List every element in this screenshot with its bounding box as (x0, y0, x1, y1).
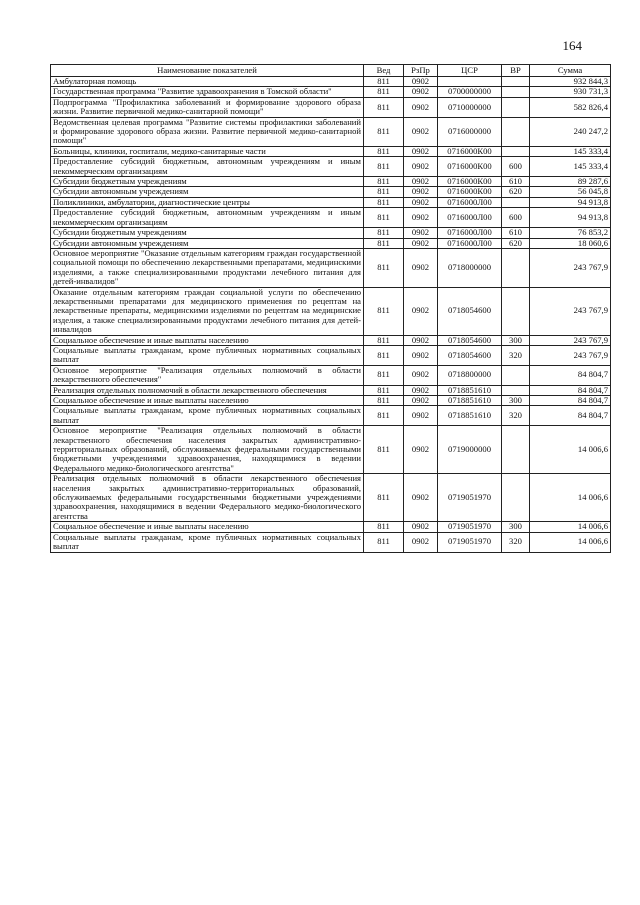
cell-ved: 811 (364, 77, 404, 87)
cell-ved: 811 (364, 335, 404, 345)
cell-rzpr: 0902 (404, 426, 438, 474)
cell-name: Субсидии автономным учреждениям (51, 187, 364, 197)
cell-rzpr: 0902 (404, 208, 438, 228)
cell-rzpr: 0902 (404, 157, 438, 177)
cell-rzpr: 0902 (404, 177, 438, 187)
cell-csr: 0710000000 (438, 97, 502, 117)
cell-sum: 84 804,7 (530, 406, 611, 426)
cell-csr: 0719051970 (438, 522, 502, 532)
cell-sum: 14 006,6 (530, 426, 611, 474)
header-sum: Сумма (530, 65, 611, 77)
cell-sum: 56 045,8 (530, 187, 611, 197)
cell-vr: 620 (502, 238, 530, 248)
cell-csr: 0700000000 (438, 87, 502, 97)
cell-sum: 14 006,6 (530, 474, 611, 522)
cell-ved: 811 (364, 197, 404, 207)
cell-name: Подпрограмма "Профилактика заболеваний и формирование здорового образа жизни. Развитие первичной медико-санитарной помощи" (51, 97, 364, 117)
cell-ved: 811 (364, 406, 404, 426)
cell-vr: 300 (502, 335, 530, 345)
table-row (51, 365, 611, 385)
header-ved: Вед (364, 65, 404, 77)
cell-sum: 76 853,2 (530, 228, 611, 238)
cell-csr: 0718800000 (438, 365, 502, 385)
cell-name: Социальное обеспечение и иные выплаты населению (51, 396, 364, 406)
cell-ved: 811 (364, 385, 404, 395)
cell-name: Социальное обеспечение и иные выплаты населению (51, 335, 364, 345)
table-row (51, 117, 611, 146)
table-row (51, 335, 611, 345)
table-row (51, 522, 611, 532)
cell-sum: 930 731,3 (530, 87, 611, 97)
cell-vr (502, 97, 530, 117)
cell-name: Социальные выплаты гражданам, кроме публичных нормативных социальных выплат (51, 406, 364, 426)
cell-ved: 811 (364, 396, 404, 406)
cell-vr: 600 (502, 208, 530, 228)
cell-vr (502, 197, 530, 207)
cell-ved: 811 (364, 157, 404, 177)
cell-name: Больницы, клиники, госпитали, медико-санитарные части (51, 146, 364, 156)
cell-rzpr: 0902 (404, 385, 438, 395)
cell-rzpr: 0902 (404, 146, 438, 156)
cell-vr: 320 (502, 345, 530, 365)
cell-name: Социальные выплаты гражданам, кроме публичных нормативных социальных выплат (51, 532, 364, 552)
cell-csr: 0716000К00 (438, 187, 502, 197)
cell-name: Предоставление субсидий бюджетным, автономным учреждениям и иным некоммерческим организациям (51, 157, 364, 177)
cell-csr: 0718054600 (438, 287, 502, 335)
cell-vr (502, 365, 530, 385)
cell-name: Реализация отдельных полномочий в области лекарственного обеспечения (51, 385, 364, 395)
cell-sum: 243 767,9 (530, 335, 611, 345)
cell-sum: 94 913,8 (530, 208, 611, 228)
cell-name: Ведомственная целевая программа "Развитие системы профилактики заболеваний и формирование здорового образа жизни. Развитие первичной медико-санитарной помощи" (51, 117, 364, 146)
table-row (51, 157, 611, 177)
cell-sum: 582 826,4 (530, 97, 611, 117)
cell-csr: 0719000000 (438, 426, 502, 474)
cell-vr (502, 426, 530, 474)
cell-vr (502, 146, 530, 156)
cell-sum: 243 767,9 (530, 248, 611, 287)
cell-rzpr: 0902 (404, 87, 438, 97)
table-row (51, 228, 611, 238)
cell-sum: 94 913,8 (530, 197, 611, 207)
cell-csr: 0718054600 (438, 345, 502, 365)
cell-vr (502, 474, 530, 522)
cell-rzpr: 0902 (404, 228, 438, 238)
cell-name: Основное мероприятие "Реализация отдельных полномочий в области лекарственного обеспечения" (51, 365, 364, 385)
cell-vr: 600 (502, 157, 530, 177)
cell-ved: 811 (364, 177, 404, 187)
cell-rzpr: 0902 (404, 238, 438, 248)
cell-ved: 811 (364, 345, 404, 365)
cell-ved: 811 (364, 365, 404, 385)
cell-name: Государственная программа "Развитие здравоохранения в Томской области" (51, 87, 364, 97)
table-row (51, 532, 611, 552)
cell-vr (502, 287, 530, 335)
cell-sum: 14 006,6 (530, 532, 611, 552)
cell-ved: 811 (364, 248, 404, 287)
cell-sum: 84 804,7 (530, 365, 611, 385)
table-row (51, 146, 611, 156)
cell-ved: 811 (364, 117, 404, 146)
cell-csr: 0719051970 (438, 474, 502, 522)
table-row (51, 248, 611, 287)
table-row (51, 187, 611, 197)
cell-rzpr: 0902 (404, 197, 438, 207)
cell-rzpr: 0902 (404, 345, 438, 365)
cell-ved: 811 (364, 87, 404, 97)
cell-csr: 0716000Л00 (438, 238, 502, 248)
cell-ved: 811 (364, 97, 404, 117)
cell-vr: 610 (502, 177, 530, 187)
cell-rzpr: 0902 (404, 77, 438, 87)
cell-ved: 811 (364, 187, 404, 197)
cell-ved: 811 (364, 228, 404, 238)
cell-sum: 84 804,7 (530, 385, 611, 395)
cell-ved: 811 (364, 532, 404, 552)
page-number: 164 (562, 38, 582, 53)
cell-ved: 811 (364, 522, 404, 532)
table-row (51, 396, 611, 406)
cell-csr: 0716000К00 (438, 146, 502, 156)
cell-sum: 89 287,6 (530, 177, 611, 187)
table-row (51, 97, 611, 117)
cell-csr: 0716000К00 (438, 157, 502, 177)
table-row (51, 345, 611, 365)
cell-vr (502, 77, 530, 87)
cell-sum: 18 060,6 (530, 238, 611, 248)
cell-ved: 811 (364, 426, 404, 474)
cell-name: Социальное обеспечение и иные выплаты населению (51, 522, 364, 532)
cell-vr (502, 87, 530, 97)
cell-rzpr: 0902 (404, 187, 438, 197)
table-row (51, 287, 611, 335)
cell-ved: 811 (364, 287, 404, 335)
table-row (51, 474, 611, 522)
cell-csr: 0716000Л00 (438, 208, 502, 228)
cell-ved: 811 (364, 238, 404, 248)
cell-name: Субсидии бюджетным учреждениям (51, 228, 364, 238)
cell-csr: 0718000000 (438, 248, 502, 287)
cell-ved: 811 (364, 146, 404, 156)
cell-name: Амбулаторная помощь (51, 77, 364, 87)
table-row (51, 87, 611, 97)
cell-name: Основное мероприятие "Оказание отдельным категориям граждан государственной социальной помощи по обеспечению лекарственными препаратами, медицинскими изделиями, а также специализированными продуктами лечебного питания для детей-инвалидов" (51, 248, 364, 287)
cell-csr: 0718851610 (438, 396, 502, 406)
cell-sum: 14 006,6 (530, 522, 611, 532)
table-row (51, 208, 611, 228)
cell-vr (502, 248, 530, 287)
table-row (51, 177, 611, 187)
budget-table (50, 64, 611, 553)
table-row (51, 238, 611, 248)
cell-vr: 610 (502, 228, 530, 238)
cell-sum: 84 804,7 (530, 396, 611, 406)
cell-name: Реализация отдельных полномочий в области лекарственного обеспечения населения закрытых административно-территориальных образований, обслуживаемых федеральными государственными бюджетными учреждениями здравоохранения, находящимися в ведении Федерального медико-биологического агентства (51, 474, 364, 522)
cell-csr: 0718851610 (438, 406, 502, 426)
cell-csr: 0716000К00 (438, 177, 502, 187)
cell-vr: 620 (502, 187, 530, 197)
cell-name: Поликлиники, амбулатории, диагностические центры (51, 197, 364, 207)
header-rzpr: РзПр (404, 65, 438, 77)
cell-name: Субсидии бюджетным учреждениям (51, 177, 364, 187)
cell-rzpr: 0902 (404, 532, 438, 552)
cell-rzpr: 0902 (404, 287, 438, 335)
table-row (51, 426, 611, 474)
header-csr: ЦСР (438, 65, 502, 77)
cell-sum: 145 333,4 (530, 157, 611, 177)
table-row (51, 385, 611, 395)
header-name: Наименование показателей (51, 65, 364, 77)
cell-vr: 320 (502, 406, 530, 426)
cell-rzpr: 0902 (404, 522, 438, 532)
cell-vr (502, 117, 530, 146)
cell-rzpr: 0902 (404, 365, 438, 385)
cell-vr (502, 385, 530, 395)
cell-ved: 811 (364, 474, 404, 522)
cell-name: Предоставление субсидий бюджетным, автономным учреждениям и иным некоммерческим организациям (51, 208, 364, 228)
cell-sum: 243 767,9 (530, 287, 611, 335)
cell-vr: 320 (502, 532, 530, 552)
cell-sum: 932 844,3 (530, 77, 611, 87)
cell-csr: 0716000Л00 (438, 228, 502, 238)
cell-csr: 0718054600 (438, 335, 502, 345)
cell-csr: 0718851610 (438, 385, 502, 395)
table-row (51, 77, 611, 87)
cell-csr: 0716000Л00 (438, 197, 502, 207)
cell-sum: 240 247,2 (530, 117, 611, 146)
cell-rzpr: 0902 (404, 396, 438, 406)
cell-sum: 145 333,4 (530, 146, 611, 156)
cell-rzpr: 0902 (404, 335, 438, 345)
cell-rzpr: 0902 (404, 406, 438, 426)
header-vr: ВР (502, 65, 530, 77)
cell-name: Оказание отдельным категориям граждан социальной услуги по обеспечению лекарственными препаратами для медицинского применения по рецептам на лекарственные препараты, медицинскими изделиями по рецептам на медицинские изделия, а также специализированными продуктами лечебного питания для детей-инвалидов (51, 287, 364, 335)
table-row (51, 406, 611, 426)
cell-rzpr: 0902 (404, 97, 438, 117)
cell-csr: 0716000000 (438, 117, 502, 146)
cell-csr (438, 77, 502, 87)
cell-name: Основное мероприятие "Реализация отдельных полномочий в области лекарственного обеспечения населения закрытых административно-территориальных образований, обслуживаемых федеральными государственными бюджетными учреждениями здравоохранения, находящимися в ведении Федерального медико-биологического агентства" (51, 426, 364, 474)
cell-vr: 300 (502, 522, 530, 532)
table-row (51, 197, 611, 207)
cell-name: Субсидии автономным учреждениям (51, 238, 364, 248)
cell-name: Социальные выплаты гражданам, кроме публичных нормативных социальных выплат (51, 345, 364, 365)
cell-rzpr: 0902 (404, 117, 438, 146)
cell-ved: 811 (364, 208, 404, 228)
cell-csr: 0719051970 (438, 532, 502, 552)
cell-sum: 243 767,9 (530, 345, 611, 365)
cell-vr: 300 (502, 396, 530, 406)
table-header-row (51, 65, 611, 77)
cell-rzpr: 0902 (404, 474, 438, 522)
cell-rzpr: 0902 (404, 248, 438, 287)
